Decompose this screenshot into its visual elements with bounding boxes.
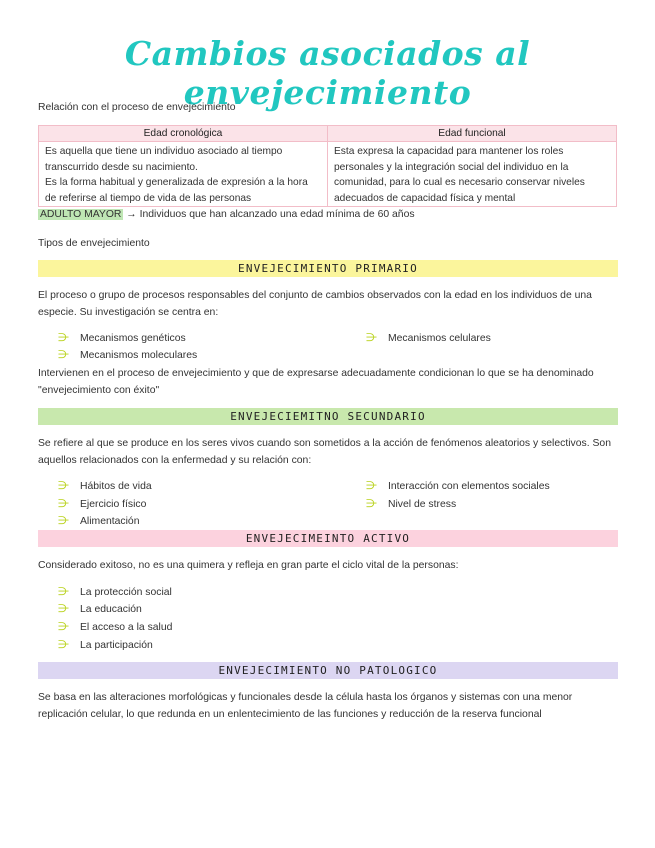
table-line: Es aquella que tiene un individuo asociado al tiempo (45, 146, 283, 157)
table-cell-chronological (39, 142, 328, 207)
arrow-icon: → (126, 209, 137, 220)
list-item: ⋺ Mecanismos genéticos (58, 330, 186, 347)
list-item: ⋺ Mecanismos moleculares (58, 347, 197, 364)
table-line: comunidad, para lo cual es necesario conservar niveles (334, 177, 585, 188)
bullet-arrow-icon: ⋺ (58, 332, 69, 344)
heading-activo: ENVEJECIMEINTO ACTIVO (38, 530, 618, 547)
table-line: Es la forma habitual y generalizada de expresión a la hora (45, 177, 308, 188)
types-label: Tipos de envejecimiento (38, 238, 150, 249)
table-line: adecuados de capacidad física y mental (334, 192, 516, 204)
list-item: ⋺ La participación (58, 637, 153, 654)
heading-no-patologico: ENVEJECIMIENTO NO PATOLOGICO (38, 662, 618, 679)
list-item: ⋺ Interacción con elementos sociales (366, 478, 550, 495)
no-patologico-paragraph (38, 689, 618, 723)
primario-paragraph (38, 287, 618, 321)
para-line: aquellos relacionados con la enfermedad y su relación con: (38, 455, 312, 466)
list-item: ⋺ Hábitos de vida (58, 478, 152, 495)
primario-after-paragraph (38, 365, 618, 399)
bullet-arrow-icon: ⋺ (58, 586, 69, 598)
para-line: Intervienen en el proceso de envejecimiento y que de expresarse adecuadamente condicionan lo que se ha denominado (38, 368, 594, 379)
para-line: "envejecimiento con éxito" (38, 385, 160, 396)
para-line: Se basa en las alteraciones morfológicas y funcionales desde la célula hasta los órganos y sistemas con una menor (38, 692, 573, 703)
para-line: Se refiere al que se produce en los seres vivos cuando son sometidos a la acción de fenómenos aleatorios y selectivos. Son (38, 438, 611, 449)
bullet-arrow-icon: ⋺ (366, 332, 377, 344)
para-line: Considerado exitoso, no es una quimera y refleja en gran parte el ciclo vital de la personas: (38, 560, 459, 571)
bullet-arrow-icon: ⋺ (366, 498, 377, 510)
list-item: ⋺ Ejercicio físico (58, 496, 146, 513)
list-item: ⋺ Alimentación (58, 513, 140, 530)
list-item: ⋺ El acceso a la salud (58, 619, 172, 636)
list-item: ⋺ La educación (58, 601, 142, 618)
activo-paragraph (38, 557, 618, 574)
heading-primario: ENVEJECIMIENTO PRIMARIO (38, 260, 618, 277)
adulto-mayor-term: ADULTO MAYOR (40, 209, 122, 220)
bullet-arrow-icon: ⋺ (58, 621, 69, 633)
list-item: ⋺ Mecanismos celulares (366, 330, 491, 347)
table-line: Esta expresa la capacidad para mantener los roles (334, 146, 564, 157)
adulto-mayor-text: Individuos que han alcanzado una edad mínima de 60 años (139, 209, 415, 220)
relation-label: Relación con el proceso de envejecimiento (38, 102, 236, 113)
table-header-chronological: Edad cronológica (39, 126, 328, 142)
table-header-functional: Edad funcional (328, 126, 617, 142)
secundario-paragraph (38, 435, 618, 469)
para-line: especie. Su investigación se centra en: (38, 307, 219, 318)
bullet-arrow-icon: ⋺ (58, 480, 69, 492)
list-item: ⋺ La protección social (58, 584, 172, 601)
page-title: Cambios asociados al envejecimiento (124, 34, 531, 112)
bullet-arrow-icon: ⋺ (58, 498, 69, 510)
bullet-arrow-icon: ⋺ (58, 603, 69, 615)
table-line: de referirse al tiempo de vida de las personas (45, 192, 252, 204)
heading-secundario: ENVEJECIEMITNO SECUNDARIO (38, 408, 618, 425)
bullet-arrow-icon: ⋺ (58, 515, 69, 527)
bullet-arrow-icon: ⋺ (58, 349, 69, 361)
age-comparison-table (38, 125, 617, 207)
list-item: ⋺ Nivel de stress (366, 496, 456, 513)
table-line: personales y la integración social del individuo en la (334, 161, 569, 173)
table-line: transcurrido desde su nacimiento. (45, 161, 198, 173)
adulto-mayor-definition (38, 207, 415, 223)
para-line: replicación celular, lo que redunda en un enlentecimiento de las funciones y reducción de la reserva funcional (38, 709, 542, 720)
table-cell-functional (328, 142, 617, 207)
bullet-arrow-icon: ⋺ (58, 639, 69, 651)
bullet-arrow-icon: ⋺ (366, 480, 377, 492)
para-line: El proceso o grupo de procesos responsables del conjunto de cambios observados con la edad en los individuos de una (38, 290, 592, 301)
